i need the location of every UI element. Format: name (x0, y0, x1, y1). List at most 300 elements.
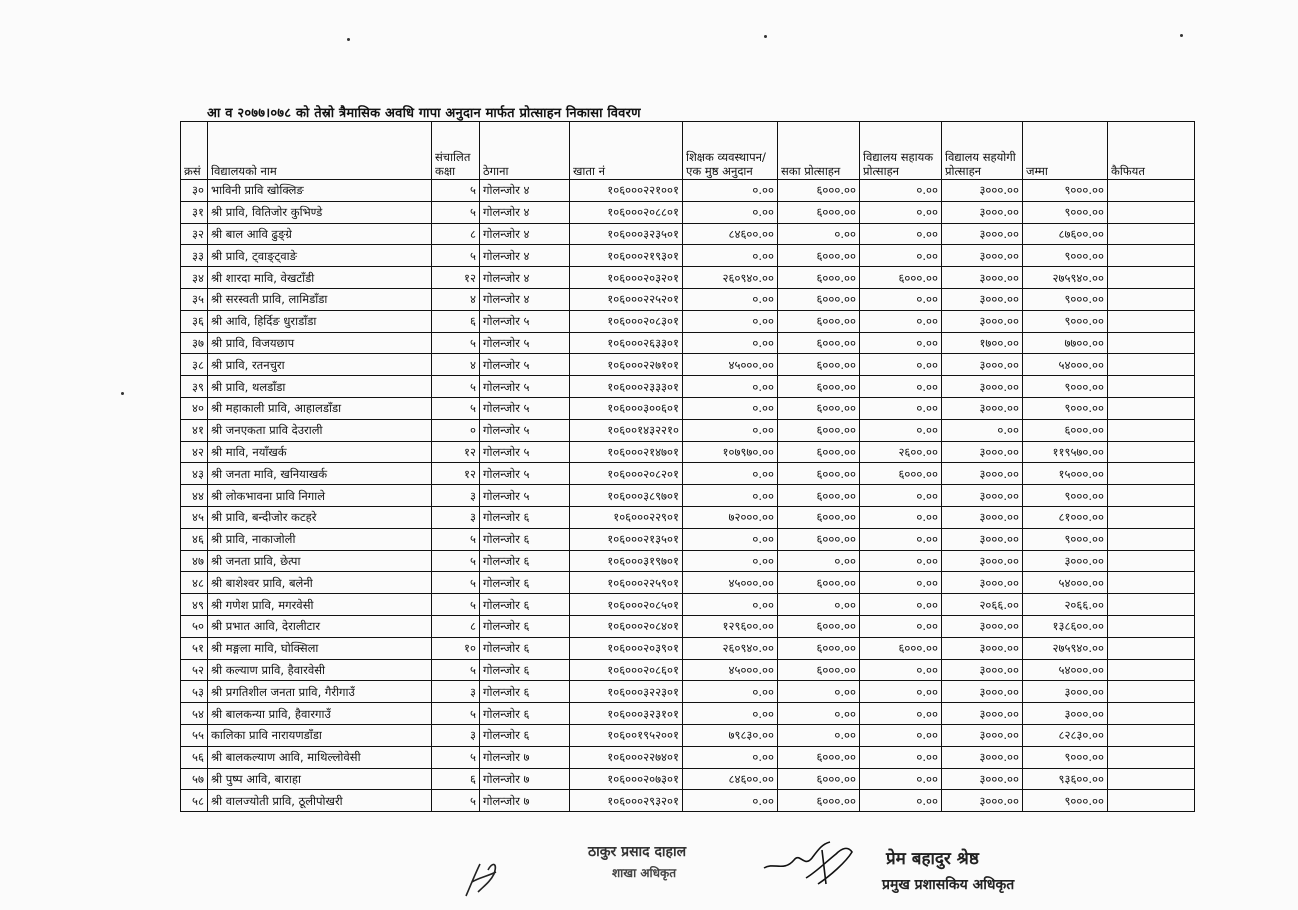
cell-remarks (1108, 594, 1195, 616)
cell-total: ९०००.०० (1023, 180, 1108, 202)
cell-school-name: श्री जनएकता प्रावि देउराली (208, 419, 432, 441)
cell-account-no: १०६०००२६३३०१ (570, 332, 683, 354)
cell-saka-incentive: ६०००.०० (778, 485, 860, 507)
cell-grades: ३ (432, 681, 480, 703)
cell-address: गोलन्जोर ५ (480, 463, 570, 485)
cell-address: गोलन्जोर ६ (480, 637, 570, 659)
cell-total: ९०००.०० (1023, 397, 1108, 419)
cell-helper-incentive: ३०००.०० (942, 310, 1023, 332)
cell-grades: ५ (432, 703, 480, 725)
cell-grades: ५ (432, 528, 480, 550)
table-row (181, 223, 1195, 245)
table-row (181, 768, 1195, 790)
cell-account-no: १०६०००२९३२०१ (570, 790, 683, 812)
table-row (181, 267, 1195, 289)
cell-account-no: १०६०००२०८४०१ (570, 615, 683, 637)
cell-total: १५०००.०० (1023, 463, 1108, 485)
cell-remarks (1108, 376, 1195, 398)
cell-school-name: श्री प्रावि, बन्दीजोर कटहरे (208, 506, 432, 528)
cell-school-name: श्री लोकभावना प्रावि निगाले (208, 485, 432, 507)
cell-school-name: श्री जनता प्रावि, छेत्पा (208, 550, 432, 572)
cell-grades: ८ (432, 223, 480, 245)
cell-remarks (1108, 180, 1195, 202)
cell-saka-incentive: ६०००.०० (778, 790, 860, 812)
cell-account-no: १०६०००२१४७०१ (570, 441, 683, 463)
cell-assistant-incentive: ०.०० (860, 724, 942, 746)
table-row (181, 746, 1195, 768)
cell-teacher-grant: १०७९७०.०० (683, 441, 778, 463)
cell-total: ९०००.०० (1023, 528, 1108, 550)
cell-assistant-incentive: ०.०० (860, 790, 942, 812)
cell-address: गोलन्जोर ५ (480, 397, 570, 419)
cell-school-name: श्री वालज्योती प्रावि, ठूलीपोखरी (208, 790, 432, 812)
table-row (181, 506, 1195, 528)
cell-assistant-incentive: ०.०० (860, 594, 942, 616)
cell-account-no: १०६०००२२९०१ (570, 506, 683, 528)
cell-total: ९०००.०० (1023, 790, 1108, 812)
cell-assistant-incentive: ०.०० (860, 768, 942, 790)
header-remarks: कैफियत (1108, 122, 1195, 180)
cell-grades: ६ (432, 310, 480, 332)
cell-remarks (1108, 681, 1195, 703)
cell-account-no: १०६०००२२७४०१ (570, 746, 683, 768)
cell-address: गोलन्जोर ६ (480, 724, 570, 746)
cell-assistant-incentive: ०.०० (860, 572, 942, 594)
cell-teacher-grant: ७९८३०.०० (683, 724, 778, 746)
header-school-name: विद्यालयको नाम (208, 122, 432, 180)
cell-total: ८२८३०.०० (1023, 724, 1108, 746)
cell-account-no: १०६०००२२५९०१ (570, 572, 683, 594)
cell-grades: ५ (432, 397, 480, 419)
cell-address: गोलन्जोर ४ (480, 267, 570, 289)
table-row (181, 441, 1195, 463)
cell-helper-incentive: ३०००.०० (942, 637, 1023, 659)
cell-serial: ५३ (181, 681, 208, 703)
scan-speck (1180, 34, 1183, 37)
cell-saka-incentive: ०.०० (778, 550, 860, 572)
cell-school-name: श्री आवि, हिर्दिङ धुराडाँडा (208, 310, 432, 332)
cell-assistant-incentive: ०.०० (860, 615, 942, 637)
cell-serial: ४८ (181, 572, 208, 594)
cell-teacher-grant: २६०९४०.०० (683, 267, 778, 289)
cell-saka-incentive: ६०००.०० (778, 768, 860, 790)
cell-grades: ४ (432, 354, 480, 376)
cell-account-no: १०६०००३२३१०१ (570, 703, 683, 725)
cell-remarks (1108, 245, 1195, 267)
cell-address: गोलन्जोर ६ (480, 572, 570, 594)
cell-grades: १० (432, 637, 480, 659)
document-title: आ व २०७७।०७८ को तेस्रो त्रैमासिक अवधि गापा अनुदान मार्फत प्रोत्साहन निकासा विवरण (207, 106, 641, 121)
cell-school-name: श्री प्रभात आवि, देरालीटार (208, 615, 432, 637)
cell-address: गोलन्जोर ७ (480, 746, 570, 768)
cell-saka-incentive: ६०००.०० (778, 267, 860, 289)
officer-name: ठाकुर प्रसाद दाहाल (588, 844, 687, 860)
table-body (181, 180, 1195, 812)
cell-serial: ५२ (181, 659, 208, 681)
cell-helper-incentive: ३०००.०० (942, 572, 1023, 594)
cell-teacher-grant: ०.०० (683, 594, 778, 616)
cell-account-no: १०६०००२०७३०१ (570, 768, 683, 790)
cell-school-name: श्री मावि, नयाँखर्क (208, 441, 432, 463)
cell-assistant-incentive: ०.०० (860, 223, 942, 245)
cell-grades: १२ (432, 463, 480, 485)
cell-teacher-grant: ०.०० (683, 397, 778, 419)
cell-account-no: १०६००१९५२००१ (570, 724, 683, 746)
cell-address: गोलन्जोर ७ (480, 768, 570, 790)
cell-assistant-incentive: ६०००.०० (860, 463, 942, 485)
table-row (181, 288, 1195, 310)
cell-grades: ५ (432, 376, 480, 398)
table-row (181, 419, 1195, 441)
cell-grades: ५ (432, 594, 480, 616)
cell-address: गोलन्जोर ६ (480, 550, 570, 572)
cell-assistant-incentive: ०.०० (860, 419, 942, 441)
table-row (181, 180, 1195, 202)
chief-signature-icon (760, 832, 860, 894)
cell-assistant-incentive: ०.०० (860, 485, 942, 507)
cell-assistant-incentive: ०.०० (860, 550, 942, 572)
cell-school-name: श्री महाकाली प्रावि, आहालडाँडा (208, 397, 432, 419)
cell-address: गोलन्जोर ६ (480, 528, 570, 550)
cell-address: गोलन्जोर ५ (480, 354, 570, 376)
cell-serial: ४९ (181, 594, 208, 616)
cell-total: ९०००.०० (1023, 288, 1108, 310)
table-header-row (181, 122, 1195, 180)
cell-helper-incentive: ३०००.०० (942, 463, 1023, 485)
table-row (181, 659, 1195, 681)
cell-serial: ३३ (181, 245, 208, 267)
cell-grades: ६ (432, 768, 480, 790)
cell-assistant-incentive: ०.०० (860, 506, 942, 528)
header-grades: संचालित कक्षा (432, 122, 480, 180)
cell-teacher-grant: ०.०० (683, 746, 778, 768)
cell-grades: ५ (432, 550, 480, 572)
cell-saka-incentive: ६०००.०० (778, 419, 860, 441)
cell-serial: ५८ (181, 790, 208, 812)
officer-signature-icon (458, 852, 508, 902)
cell-teacher-grant: ०.०० (683, 550, 778, 572)
cell-teacher-grant: १२९६००.०० (683, 615, 778, 637)
cell-teacher-grant: ८४६००.०० (683, 223, 778, 245)
cell-helper-incentive: १७००.०० (942, 332, 1023, 354)
table-row (181, 703, 1195, 725)
cell-saka-incentive: ६०००.०० (778, 637, 860, 659)
cell-address: गोलन्जोर ६ (480, 506, 570, 528)
cell-grades: १२ (432, 441, 480, 463)
cell-grades: ८ (432, 615, 480, 637)
cell-assistant-incentive: २६००.०० (860, 441, 942, 463)
cell-assistant-incentive: ०.०० (860, 180, 942, 202)
cell-grades: ५ (432, 201, 480, 223)
cell-school-name: श्री पुष्प आवि, बाराहा (208, 768, 432, 790)
cell-helper-incentive: ३०००.०० (942, 528, 1023, 550)
cell-helper-incentive: ३०००.०० (942, 376, 1023, 398)
cell-saka-incentive: ६०००.०० (778, 332, 860, 354)
cell-school-name: श्री प्रावि, रतनचुरा (208, 354, 432, 376)
cell-grades: ५ (432, 790, 480, 812)
cell-serial: ३० (181, 180, 208, 202)
cell-remarks (1108, 746, 1195, 768)
cell-address: गोलन्जोर ५ (480, 310, 570, 332)
cell-saka-incentive: ६०००.०० (778, 245, 860, 267)
cell-account-no: १०६०००२०८३०१ (570, 310, 683, 332)
cell-account-no: १०६०००३१९७०१ (570, 550, 683, 572)
cell-total: ५४०००.०० (1023, 354, 1108, 376)
cell-assistant-incentive: ०.०० (860, 703, 942, 725)
cell-helper-incentive: ३०००.०० (942, 790, 1023, 812)
cell-saka-incentive: ६०००.०० (778, 288, 860, 310)
cell-assistant-incentive: ०.०० (860, 201, 942, 223)
header-helper-incentive: विद्यालय सहयोगी प्रोत्साहन (942, 122, 1023, 180)
cell-helper-incentive: ३०००.०० (942, 354, 1023, 376)
cell-teacher-grant: ७२०००.०० (683, 506, 778, 528)
cell-school-name: श्री प्रावि, वितिजोर कुभिण्डे (208, 201, 432, 223)
cell-serial: ५५ (181, 724, 208, 746)
cell-serial: ४५ (181, 506, 208, 528)
cell-total: ८१०००.०० (1023, 506, 1108, 528)
cell-remarks (1108, 615, 1195, 637)
cell-address: गोलन्जोर ६ (480, 615, 570, 637)
cell-teacher-grant: ०.०० (683, 485, 778, 507)
cell-helper-incentive: २०६६.०० (942, 594, 1023, 616)
header-address: ठेगाना (480, 122, 570, 180)
table-row (181, 376, 1195, 398)
cell-remarks (1108, 528, 1195, 550)
cell-total: ९०००.०० (1023, 310, 1108, 332)
cell-serial: ३८ (181, 354, 208, 376)
scan-speck (764, 35, 767, 38)
cell-serial: ४० (181, 397, 208, 419)
cell-remarks (1108, 354, 1195, 376)
table-row (181, 310, 1195, 332)
cell-saka-incentive: ६०००.०० (778, 746, 860, 768)
table-row (181, 594, 1195, 616)
cell-account-no: १०६०००२२५२०१ (570, 288, 683, 310)
table-row (181, 615, 1195, 637)
cell-teacher-grant: ०.०० (683, 332, 778, 354)
cell-helper-incentive: ३०००.०० (942, 659, 1023, 681)
cell-remarks (1108, 724, 1195, 746)
cell-school-name: श्री शारदा मावि, वेखटाँडी (208, 267, 432, 289)
cell-school-name: श्री जनता मावि, खनियाखर्क (208, 463, 432, 485)
cell-account-no: १०६०००२२७१०१ (570, 354, 683, 376)
cell-total: ३०००.०० (1023, 681, 1108, 703)
cell-address: गोलन्जोर ४ (480, 201, 570, 223)
cell-account-no: १०६०००२०८६०१ (570, 659, 683, 681)
cell-serial: ३५ (181, 288, 208, 310)
cell-account-no: १०६०००२०८८०१ (570, 201, 683, 223)
cell-account-no: १०६०००३८९७०१ (570, 485, 683, 507)
cell-remarks (1108, 463, 1195, 485)
cell-saka-incentive: ६०००.०० (778, 615, 860, 637)
cell-saka-incentive: ०.०० (778, 223, 860, 245)
cell-helper-incentive: ०.०० (942, 419, 1023, 441)
header-account-no: खाता नं (570, 122, 683, 180)
cell-saka-incentive: ६०००.०० (778, 397, 860, 419)
cell-helper-incentive: ३०००.०० (942, 245, 1023, 267)
cell-school-name: श्री प्रावि, थलडाँडा (208, 376, 432, 398)
cell-total: ३०००.०० (1023, 550, 1108, 572)
header-total: जम्मा (1023, 122, 1108, 180)
cell-teacher-grant: ०.०० (683, 245, 778, 267)
cell-helper-incentive: ३०००.०० (942, 397, 1023, 419)
cell-address: गोलन्जोर ५ (480, 332, 570, 354)
header-saka-incentive: सका प्रोत्साहन (778, 122, 860, 180)
cell-serial: ४६ (181, 528, 208, 550)
cell-helper-incentive: ३०००.०० (942, 703, 1023, 725)
table-row (181, 550, 1195, 572)
cell-address: गोलन्जोर ६ (480, 681, 570, 703)
header-teacher-grant: शिक्षक व्यवस्थापन/एक मुष्ठ अनुदान (683, 122, 778, 180)
cell-saka-incentive: ०.०० (778, 724, 860, 746)
cell-saka-incentive: ६०००.०० (778, 201, 860, 223)
cell-teacher-grant: ०.०० (683, 180, 778, 202)
cell-saka-incentive: ६०००.०० (778, 376, 860, 398)
scan-speck (347, 38, 350, 41)
cell-helper-incentive: ३०००.०० (942, 180, 1023, 202)
table-row (181, 681, 1195, 703)
cell-serial: ४३ (181, 463, 208, 485)
cell-grades: ३ (432, 485, 480, 507)
cell-serial: ३९ (181, 376, 208, 398)
cell-serial: ४१ (181, 419, 208, 441)
cell-account-no: १०६०००२०८२०१ (570, 463, 683, 485)
table-row (181, 332, 1195, 354)
cell-school-name: श्री सरस्वती प्रावि, लामिडाँडा (208, 288, 432, 310)
cell-remarks (1108, 637, 1195, 659)
cell-helper-incentive: ३०००.०० (942, 506, 1023, 528)
cell-remarks (1108, 485, 1195, 507)
cell-remarks (1108, 768, 1195, 790)
officer-role: शाखा अधिकृत (612, 866, 677, 880)
cell-saka-incentive: ६०००.०० (778, 572, 860, 594)
cell-serial: ३१ (181, 201, 208, 223)
cell-account-no: १०६०००२०३९०१ (570, 637, 683, 659)
cell-address: गोलन्जोर ७ (480, 790, 570, 812)
table-row (181, 790, 1195, 812)
cell-address: गोलन्जोर ६ (480, 703, 570, 725)
cell-saka-incentive: ६०००.०० (778, 506, 860, 528)
cell-total: ५४०००.०० (1023, 659, 1108, 681)
cell-assistant-incentive: ०.०० (860, 332, 942, 354)
cell-account-no: १०६०००२०८५०१ (570, 594, 683, 616)
cell-helper-incentive: ३०००.०० (942, 267, 1023, 289)
cell-remarks (1108, 332, 1195, 354)
cell-address: गोलन्जोर ४ (480, 180, 570, 202)
cell-teacher-grant: ४५०००.०० (683, 572, 778, 594)
cell-grades: ५ (432, 245, 480, 267)
cell-total: ७७००.०० (1023, 332, 1108, 354)
cell-helper-incentive: ३०००.०० (942, 550, 1023, 572)
table-row (181, 572, 1195, 594)
cell-helper-incentive: ३०००.०० (942, 288, 1023, 310)
table-row (181, 724, 1195, 746)
cell-saka-incentive: ६०००.०० (778, 180, 860, 202)
table-row (181, 485, 1195, 507)
table-row (181, 637, 1195, 659)
cell-grades: ५ (432, 746, 480, 768)
table-row (181, 397, 1195, 419)
cell-address: गोलन्जोर ५ (480, 419, 570, 441)
cell-address: गोलन्जोर ६ (480, 594, 570, 616)
cell-remarks (1108, 223, 1195, 245)
cell-school-name: श्री प्रावि, ट्वाङ्ट्वाङे (208, 245, 432, 267)
cell-teacher-grant: ०.०० (683, 419, 778, 441)
header-assistant-incentive: विद्यालय सहायक प्रोत्साहन (860, 122, 942, 180)
cell-serial: ५४ (181, 703, 208, 725)
header-serial: क्रसं (181, 122, 208, 180)
cell-address: गोलन्जोर ४ (480, 288, 570, 310)
cell-saka-incentive: ०.०० (778, 703, 860, 725)
cell-assistant-incentive: ०.०० (860, 376, 942, 398)
cell-saka-incentive: ६०००.०० (778, 463, 860, 485)
cell-assistant-incentive: ०.०० (860, 288, 942, 310)
cell-account-no: १०६०००२२१००१ (570, 180, 683, 202)
cell-remarks (1108, 506, 1195, 528)
cell-assistant-incentive: ०.०० (860, 397, 942, 419)
cell-saka-incentive: ६०००.०० (778, 441, 860, 463)
cell-school-name: श्री बालकल्याण आवि, माथिल्लोवेसी (208, 746, 432, 768)
cell-serial: ४२ (181, 441, 208, 463)
cell-grades: ५ (432, 659, 480, 681)
cell-total: २०६६.०० (1023, 594, 1108, 616)
table-row (181, 201, 1195, 223)
cell-serial: ५७ (181, 768, 208, 790)
cell-saka-incentive: ६०००.०० (778, 528, 860, 550)
cell-remarks (1108, 267, 1195, 289)
cell-serial: ४७ (181, 550, 208, 572)
cell-teacher-grant: ०.०० (683, 681, 778, 703)
cell-remarks (1108, 550, 1195, 572)
cell-address: गोलन्जोर ४ (480, 245, 570, 267)
cell-saka-incentive: ६०००.०० (778, 354, 860, 376)
cell-teacher-grant: ४५०००.०० (683, 354, 778, 376)
incentive-table (180, 121, 1195, 812)
cell-teacher-grant: २६०९४०.०० (683, 637, 778, 659)
cell-grades: ४ (432, 288, 480, 310)
cell-saka-incentive: ६०००.०० (778, 659, 860, 681)
cell-total: ९०००.०० (1023, 376, 1108, 398)
cell-helper-incentive: ३०००.०० (942, 768, 1023, 790)
cell-remarks (1108, 288, 1195, 310)
cell-total: २७५९४०.०० (1023, 267, 1108, 289)
cell-saka-incentive: ०.०० (778, 594, 860, 616)
cell-helper-incentive: ३०००.०० (942, 615, 1023, 637)
cell-account-no: १०६०००३२२३०१ (570, 681, 683, 703)
cell-remarks (1108, 572, 1195, 594)
cell-remarks (1108, 419, 1195, 441)
cell-serial: ५१ (181, 637, 208, 659)
cell-teacher-grant: ०.०० (683, 790, 778, 812)
cell-helper-incentive: ३०००.०० (942, 485, 1023, 507)
table-row (181, 463, 1195, 485)
cell-teacher-grant: ०.०० (683, 463, 778, 485)
cell-serial: ५० (181, 615, 208, 637)
cell-address: गोलन्जोर ६ (480, 659, 570, 681)
cell-school-name: श्री कल्याण प्रावि, हैवारवेसी (208, 659, 432, 681)
cell-serial: ३२ (181, 223, 208, 245)
cell-address: गोलन्जोर ५ (480, 376, 570, 398)
cell-total: ९०००.०० (1023, 485, 1108, 507)
cell-school-name: श्री प्रगतिशील जनता प्रावि, गैरीगाउँ (208, 681, 432, 703)
cell-account-no: १०६०००२१३५०१ (570, 528, 683, 550)
cell-school-name: श्री बाल आवि ढुङ्ग्रे (208, 223, 432, 245)
cell-assistant-incentive: ०.०० (860, 245, 942, 267)
cell-school-name: श्री बालकन्या प्रावि, हैवारगाउँ (208, 703, 432, 725)
cell-grades: ३ (432, 506, 480, 528)
cell-saka-incentive: ०.०० (778, 681, 860, 703)
cell-total: ५४०००.०० (1023, 572, 1108, 594)
